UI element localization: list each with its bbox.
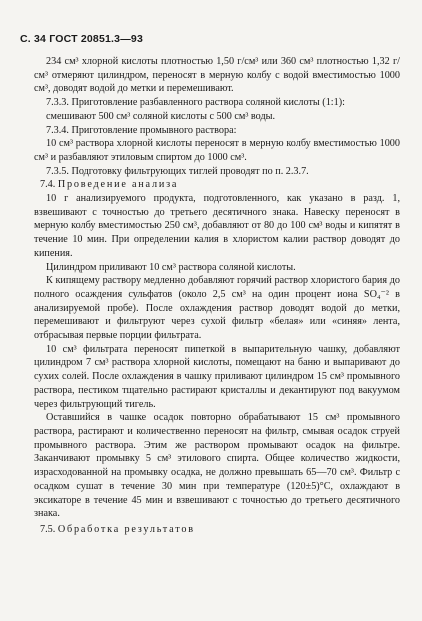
paragraph-mixing: смешивают 500 см³ соляной кислоты с 500 см³ воды. <box>46 110 276 122</box>
section-7-3-3: 7.3.3. Приготовление разбавленного раствора соляной кислоты (1:1): <box>46 97 345 109</box>
section-number: 7.4. <box>40 179 56 191</box>
paragraph-hcl-addition: Цилиндром приливают 10 см³ раствора соляной кислоты. <box>46 261 296 273</box>
page-header: С. 34 ГОСТ 20851.3—93 <box>20 33 143 45</box>
paragraph-barium-precipitation: К кипящему раствору медленно добавляют горячий раствор хлористого бария до полного осаждения сульфатов (около 2,5 см³ на один процент иона SO₄⁻² в анализируемой пробе). После охлаждения раствор доводят водой до метки, перемешивают и фильтруют через сухой фильтр «белая» или «синяя» лента, отбрасывая первые порции фильтрата. <box>34 275 400 342</box>
section-number: 7.5. <box>40 523 56 535</box>
section-7-3-4: 7.3.4. Приготовление промывного раствора: <box>46 124 237 136</box>
section-heading-7-4 <box>34 178 400 192</box>
paragraph-washing: Оставшийся в чашке осадок повторно обрабатывают 15 см³ промывного раствора, растирают и количественно переносят на фильтр, смывая осадок струей промывного раствора. Этим же раствором промывают осадок на фильтре. Заканчивают промывку 5 см³ этилового спирта. Общее количество жидкости, израсходованной на промывку осадка, не должно превышать 65—70 см³. Фильтр с осадком сушат в течение 30 мин при температуре (120±5)°C, охлаждают в эксикаторе в течение 45 мин и взвешивают с точностью до третьего десятичного знака. <box>34 412 400 520</box>
section-title: Проведение анализа <box>57 179 179 191</box>
document-body <box>34 55 400 537</box>
section-heading-7-5 <box>34 523 400 537</box>
paragraph-evaporation: 10 см³ фильтрата переносят пипеткой в выпарительную чашку, добавляют цилиндром 7 см³ раствора хлорной кислоты, помещают на баню и выпаривают до сухих солей. После охлаждения в чашку приливают цилиндром 15 см³ промывного раствора, пестиком тщательно растирают кристаллы и декантируют под вакуумом через фильтрующий тигель. <box>34 343 400 410</box>
paragraph-wash-solution: 10 см³ раствора хлорной кислоты переносят в мерную колбу вместимостью 1000 см³ и разбавляют этиловым спиртом до 1000 см³. <box>34 138 400 163</box>
paragraph-perchloric-acid-solution: 234 см³ хлорной кислоты плотностью 1,50 г/см³ или 360 см³ плотностью 1,32 г/см³ отмеряют цилиндром, переносят в мерную колбу с водой вместимостью 1000 см³, доводят водой до метки и перемешивают. <box>34 56 400 95</box>
section-title: Обработка результатов <box>57 523 195 535</box>
paragraph-sample-prep: 10 г анализируемого продукта, подготовленного, как указано в разд. 1, взвешивают с точностью до третьего десятичного знака. Навеску переносят в мерную колбу вместимостью 250 см³, добавляют от 80 до 100 см³ воды и кипятят в течение 10 мин. При определении калия в хлористом калии раствор доводят до кипения. <box>34 193 400 259</box>
section-7-3-5: 7.3.5. Подготовку фильтрующих тиглей проводят по п. 2.3.7. <box>46 165 309 177</box>
